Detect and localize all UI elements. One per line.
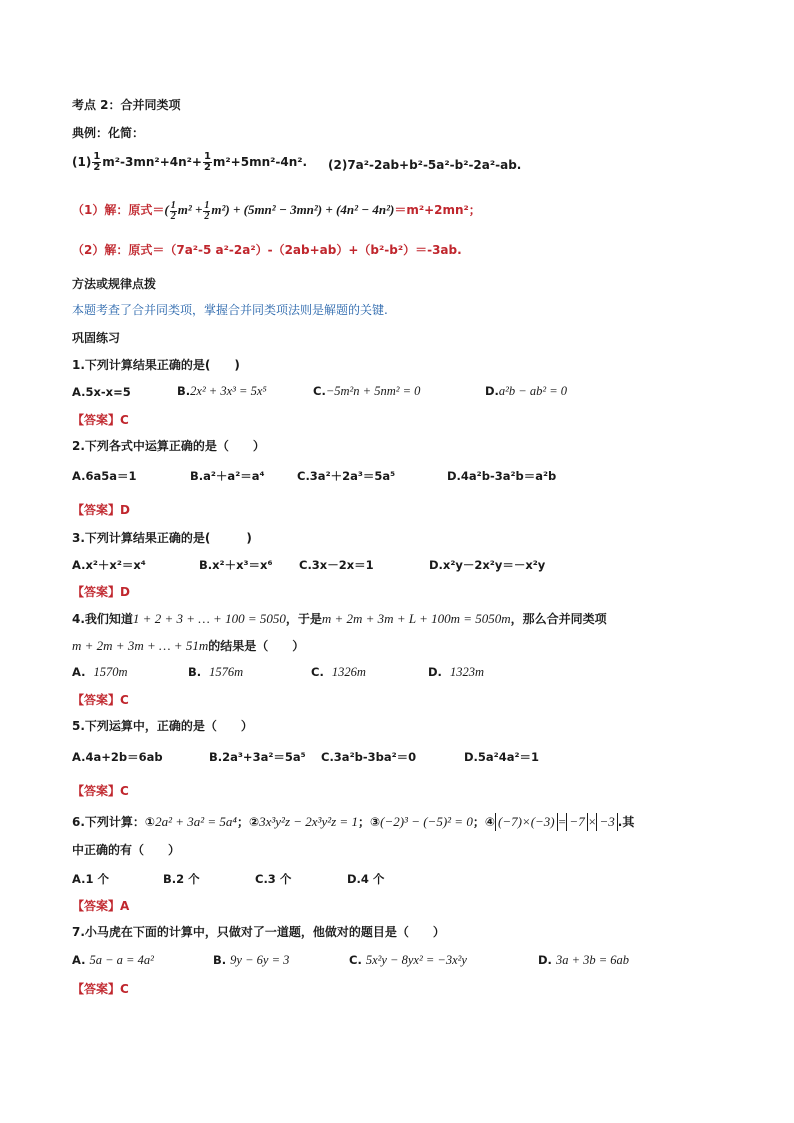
question-2-option-a: A.6a5a＝1 (72, 469, 137, 483)
question-7-answer: 【答案】C (72, 982, 129, 996)
question-2-option-c: C.3a²＋2a³＝5a⁵ (297, 469, 396, 483)
example-expression-1 (72, 151, 307, 173)
section-title: 考点 2：合并同类项 (72, 98, 181, 112)
question-2-option-b: B.a²＋a²＝a⁴ (190, 469, 265, 483)
question-6-option-c: C.3 个 (255, 872, 292, 886)
question-6-stem-line-1: 6.下列计算：①2a² + 3a² = 5a⁴；②3x³y²z − 2x³y²z = 1；③(−2)³ − (−5)² = 0；④ (−7)×(−3) = −7 × −3 .其 (72, 814, 635, 829)
question-1-option-d: D.a²b − ab² = 0 (485, 384, 568, 398)
question-5-option-d: D.5a²4a²＝1 (464, 750, 540, 764)
question-4-option-a: A. 1570m (72, 665, 128, 679)
question-2-stem: 2.下列各式中运算正确的是（ ） (72, 439, 265, 453)
expr1-part-a: m²-3mn²+4n²+ (102, 155, 202, 169)
question-7-option-b: B. 9y − 6y = 3 (213, 953, 290, 967)
question-3-option-c: C.3x－2x＝1 (299, 558, 374, 572)
question-6-option-d: D.4 个 (347, 872, 385, 886)
question-5-answer: 【答案】C (72, 784, 129, 798)
question-2-answer: 【答案】D (72, 503, 130, 517)
question-5-option-a: A.4a+2b＝6ab (72, 750, 163, 764)
question-1-stem: 1.下列计算结果正确的是( ) (72, 358, 240, 372)
question-7-option-c: C. 5x²y − 8yx² = −3x²y (349, 953, 467, 967)
question-1-option-c: C.−5m²n + 5nm² = 0 (313, 384, 421, 398)
question-4-option-d: D. 1323m (428, 665, 484, 679)
question-4-stem-line-1: 4.我们知道1 + 2 + 3 + … + 100 = 5050，于是m + 2m + 3m + L + 100m = 5050m，那么合并同类项 (72, 611, 607, 626)
question-7-option-d: D. 3a + 3b = 6ab (538, 953, 630, 967)
question-3-option-d: D.x²y－2x²y＝－x²y (429, 558, 546, 572)
fraction-half: $\frac{1}{2}$ (93, 151, 101, 173)
question-3-stem: 3.下列计算结果正确的是( ) (72, 531, 252, 545)
question-4-answer: 【答案】C (72, 693, 129, 707)
question-1-option-a: A.5x-x=5 (72, 385, 131, 399)
question-1-option-b: B.2x² + 3x³ = 5x⁵ (177, 384, 267, 398)
question-4-option-c: C. 1326m (311, 665, 366, 679)
method-text: 本题考查了合并同类项，掌握合并同类项法则是解题的关键. (72, 303, 388, 317)
solution-1 (72, 198, 481, 222)
question-5-option-b: B.2a³+3a²＝5a⁵ (209, 750, 306, 764)
question-5-stem: 5.下列运算中，正确的是（ ） (72, 719, 253, 733)
question-3-option-b: B.x²＋x³＝x⁶ (199, 558, 273, 572)
question-6-option-b: B.2 个 (163, 872, 200, 886)
question-5-option-c: C.3a²b-3ba²＝0 (321, 750, 417, 764)
solution-2: （2）解：原式＝（7a²-5 a²-2a²）-（2ab+ab）+（b²-b²）＝-3ab. (72, 243, 462, 257)
solution-1-label: （1）解：原式＝ (72, 203, 165, 217)
question-7-option-a: A. 5a − a = 4a² (72, 953, 154, 967)
question-6-answer: 【答案】A (72, 899, 130, 913)
expr1-prefix: (1) (72, 155, 92, 169)
expr1-part-b: m²+5mn²-4n². (212, 155, 308, 169)
question-3-option-a: A.x²＋x²＝x⁴ (72, 558, 146, 572)
solution-1-math: ( $\frac{1}{2}$ m² + $\frac{1}{2}$ m²) + (5mn² − 3mn²) + (4n² − 4n²) (164, 199, 395, 222)
method-title: 方法或规律点拨 (72, 277, 157, 291)
question-7-stem: 7.小马虎在下面的计算中，只做对了一道题，他做对的题目是（ ） (72, 925, 445, 939)
example-label: 典例：化简： (72, 126, 145, 140)
question-3-answer: 【答案】D (72, 585, 130, 599)
solution-1-result: ＝m²+2mn²； (394, 203, 481, 217)
fraction-half: $\frac{1}{2}$ (203, 151, 211, 173)
question-2-option-d: D.4a²b-3a²b＝a²b (447, 469, 557, 483)
question-1-answer: 【答案】C (72, 413, 129, 427)
question-6-stem-line-2: 中正确的有（ ） (72, 843, 181, 857)
question-6-option-a: A.1 个 (72, 872, 109, 886)
question-4-stem-line-2: m + 2m + 3m + … + 51m的结果是（ ） (72, 638, 305, 653)
practice-title: 巩固练习 (72, 331, 121, 345)
example-expression-2: (2)7a²-2ab+b²-5a²-b²-2a²-ab. (328, 158, 522, 172)
question-4-option-b: B. 1576m (188, 665, 244, 679)
